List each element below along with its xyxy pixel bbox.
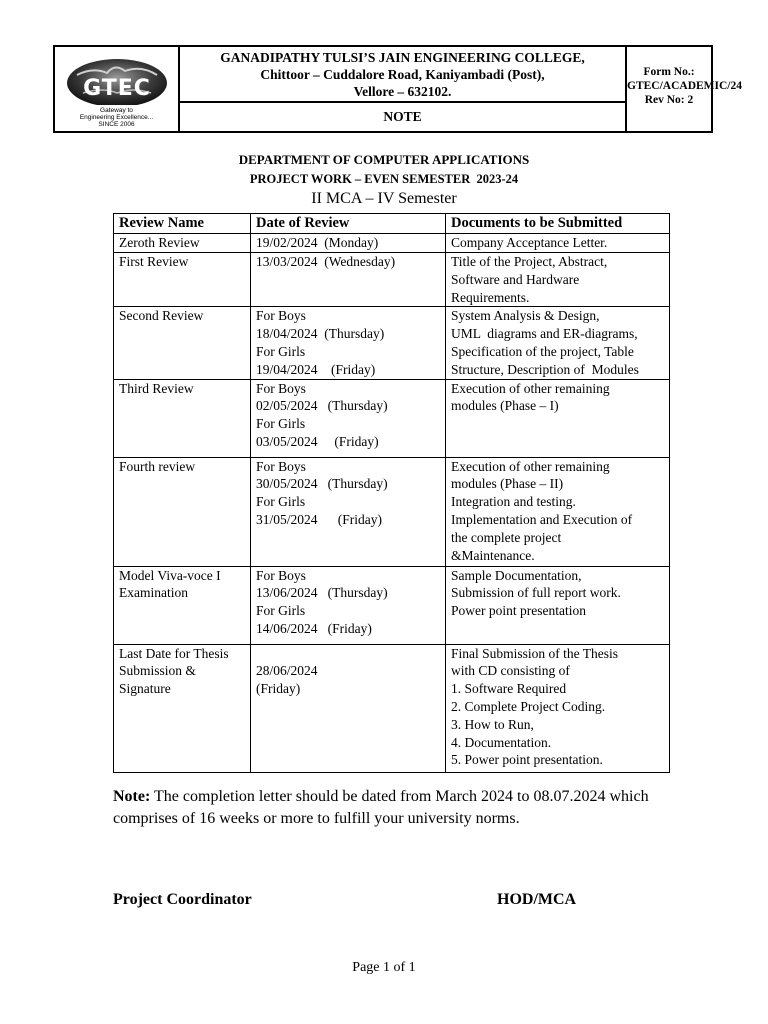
review-date-cell-line: For Girls bbox=[256, 603, 306, 619]
review-docs-cell-line: Execution of other remaining bbox=[451, 458, 610, 474]
review-date-cell-line: 18/04/2024 (Thursday) bbox=[256, 326, 385, 342]
review-name-cell bbox=[114, 379, 251, 457]
table-header-row bbox=[114, 214, 670, 234]
review-name-cell-line: Last Date for Thesis bbox=[119, 645, 229, 661]
table-row bbox=[114, 234, 670, 253]
header-date-of-review: Date of Review bbox=[251, 214, 446, 234]
table-row bbox=[114, 307, 670, 379]
form-no-label: Form No.: bbox=[643, 66, 695, 78]
review-docs-cell-line: modules (Phase – II) bbox=[451, 476, 564, 492]
review-docs-cell bbox=[446, 307, 670, 379]
review-schedule-table bbox=[113, 213, 670, 773]
form-info bbox=[627, 47, 743, 131]
review-date-cell-line: 13/06/2024 (Thursday) bbox=[256, 585, 388, 601]
table-row bbox=[114, 379, 670, 457]
college-info bbox=[180, 47, 627, 103]
review-date-cell bbox=[251, 307, 446, 379]
review-docs-cell-line: 4. Documentation. bbox=[451, 734, 552, 750]
review-date-cell-line: 19/02/2024 (Monday) bbox=[256, 235, 379, 250]
table-row bbox=[114, 457, 670, 566]
review-name-cell-line: Examination bbox=[119, 585, 188, 601]
review-name-cell bbox=[114, 644, 251, 772]
review-date-cell-line: For Girls bbox=[256, 416, 306, 432]
completion-note bbox=[113, 786, 673, 829]
review-name-cell bbox=[114, 234, 251, 253]
review-date-cell-line: 19/04/2024 (Friday) bbox=[256, 361, 376, 377]
review-docs-cell-line: Structure, Description of Modules bbox=[451, 361, 639, 377]
review-docs-cell-line: Submission of full report work. bbox=[451, 585, 621, 601]
review-docs-cell-line: Sample Documentation, bbox=[451, 567, 582, 583]
review-docs-cell-line: with CD consisting of bbox=[451, 663, 570, 679]
review-name-cell-line: Model Viva-voce I bbox=[119, 567, 221, 583]
logo-cell bbox=[55, 47, 180, 131]
review-date-cell bbox=[251, 253, 446, 307]
review-date-cell bbox=[251, 644, 446, 772]
review-docs-cell-line: Title of the Project, Abstract, bbox=[451, 254, 608, 269]
review-date-cell bbox=[251, 234, 446, 253]
review-date-cell-line: 28/06/2024 bbox=[256, 663, 318, 679]
review-date-cell-line: For Boys bbox=[256, 458, 306, 474]
review-date-cell-line: 14/06/2024 (Friday) bbox=[256, 620, 372, 636]
review-docs-cell-line: Company Acceptance Letter. bbox=[451, 235, 608, 250]
logo-tagline-1: Gateway to bbox=[100, 107, 133, 114]
review-docs-cell-line: modules (Phase – I) bbox=[451, 398, 559, 414]
review-name-cell bbox=[114, 457, 251, 566]
review-date-cell-line bbox=[256, 645, 440, 663]
review-docs-cell-line: 3. How to Run, bbox=[451, 716, 534, 732]
review-date-cell-line: For Girls bbox=[256, 494, 306, 510]
review-date-cell-line: For Girls bbox=[256, 343, 306, 359]
review-date-cell-line: For Boys bbox=[256, 308, 306, 324]
review-docs-cell-line: 2. Complete Project Coding. bbox=[451, 698, 606, 714]
review-date-cell-line: 03/05/2024 (Friday) bbox=[256, 433, 379, 449]
college-name: GANADIPATHY TULSI’S JAIN ENGINEERING COLLEGE, bbox=[220, 50, 585, 65]
review-name-cell-line: Signature bbox=[119, 681, 171, 697]
review-name-cell-line: Submission & bbox=[119, 663, 196, 679]
review-name-cell bbox=[114, 307, 251, 379]
review-docs-cell-line: Power point presentation bbox=[451, 603, 586, 619]
review-name-cell-line: Third Review bbox=[119, 380, 194, 396]
review-docs-cell-line: Execution of other remaining bbox=[451, 380, 610, 396]
logo-tagline-2: Engineering Excellence... bbox=[79, 114, 154, 121]
header-documents: Documents to be Submitted bbox=[446, 214, 670, 234]
review-docs-cell bbox=[446, 253, 670, 307]
review-name-cell-line: First Review bbox=[119, 254, 189, 269]
review-date-cell-line: 30/05/2024 (Thursday) bbox=[256, 476, 388, 492]
review-docs-cell-line: Final Submission of the Thesis bbox=[451, 645, 619, 661]
review-date-cell-line: (Friday) bbox=[256, 681, 301, 697]
review-date-cell-line: 02/05/2024 (Thursday) bbox=[256, 398, 388, 414]
review-docs-cell bbox=[446, 457, 670, 566]
review-name-cell-line: Second Review bbox=[119, 308, 204, 324]
table-body bbox=[114, 234, 670, 773]
review-date-cell bbox=[251, 566, 446, 644]
review-docs-cell-line: Specification of the project, Table bbox=[451, 343, 634, 359]
review-name-cell-line: Zeroth Review bbox=[119, 235, 200, 250]
project-title: PROJECT WORK – EVEN SEMESTER 2023-24 bbox=[249, 172, 519, 186]
review-docs-cell-line: Software and Hardware bbox=[451, 271, 580, 287]
review-name-cell-line: Fourth review bbox=[119, 458, 196, 474]
review-docs-cell-line: Implementation and Execution of bbox=[451, 511, 633, 527]
hod-signature: HOD/MCA bbox=[497, 891, 577, 908]
review-docs-cell-line: Requirements. bbox=[451, 289, 530, 305]
review-docs-cell bbox=[446, 234, 670, 253]
review-date-cell-line: 31/05/2024 (Friday) bbox=[256, 511, 382, 527]
review-docs-cell-line: &Maintenance. bbox=[451, 547, 535, 563]
review-docs-cell bbox=[446, 379, 670, 457]
table-row bbox=[114, 253, 670, 307]
note-label: NOTE bbox=[180, 103, 627, 131]
form-no-value: GTEC/ACADEMIC/24 bbox=[627, 80, 743, 92]
review-docs-cell-line: UML diagrams and ER-diagrams, bbox=[451, 326, 638, 342]
review-docs-cell-line: 5. Power point presentation. bbox=[451, 752, 603, 768]
page-number: Page 1 of 1 bbox=[352, 960, 416, 975]
review-name-cell bbox=[114, 253, 251, 307]
review-name-cell bbox=[114, 566, 251, 644]
logo-tagline-3: SINCE 2006 bbox=[98, 121, 135, 128]
review-date-cell-line: For Boys bbox=[256, 380, 306, 396]
semester-title: II MCA – IV Semester bbox=[311, 190, 457, 207]
review-docs-cell-line: System Analysis & Design, bbox=[451, 308, 600, 324]
note-prefix: Note: bbox=[113, 788, 151, 805]
college-road: Chittoor – Cuddalore Road, Kaniyambadi (Post), bbox=[260, 67, 545, 82]
document-header bbox=[53, 45, 743, 133]
table-row bbox=[114, 566, 670, 644]
table-row bbox=[114, 644, 670, 772]
department-title: DEPARTMENT OF COMPUTER APPLICATIONS bbox=[238, 152, 530, 167]
review-date-cell-line: For Boys bbox=[256, 567, 306, 583]
review-date-cell-line: 13/03/2024 (Wednesday) bbox=[256, 254, 396, 269]
review-docs-cell bbox=[446, 644, 670, 772]
review-docs-cell bbox=[446, 566, 670, 644]
header-review-name: Review Name bbox=[114, 214, 251, 234]
project-coordinator-signature: Project Coordinator bbox=[113, 891, 252, 908]
rev-no: Rev No: 2 bbox=[644, 94, 694, 106]
logo-text: GTEC bbox=[83, 76, 151, 101]
college-city: Vellore – 632102. bbox=[353, 84, 452, 99]
review-docs-cell-line: 1. Software Required bbox=[451, 681, 567, 697]
review-date-cell bbox=[251, 379, 446, 457]
review-date-cell bbox=[251, 457, 446, 566]
gtec-logo bbox=[63, 53, 171, 105]
review-docs-cell-line: the complete project bbox=[451, 529, 562, 545]
review-docs-cell-line: Integration and testing. bbox=[451, 494, 576, 510]
note-text: The completion letter should be dated from March 2024 to 08.07.2024 which comprises of 16 weeks or more to fulfill your university norms. bbox=[113, 788, 649, 827]
